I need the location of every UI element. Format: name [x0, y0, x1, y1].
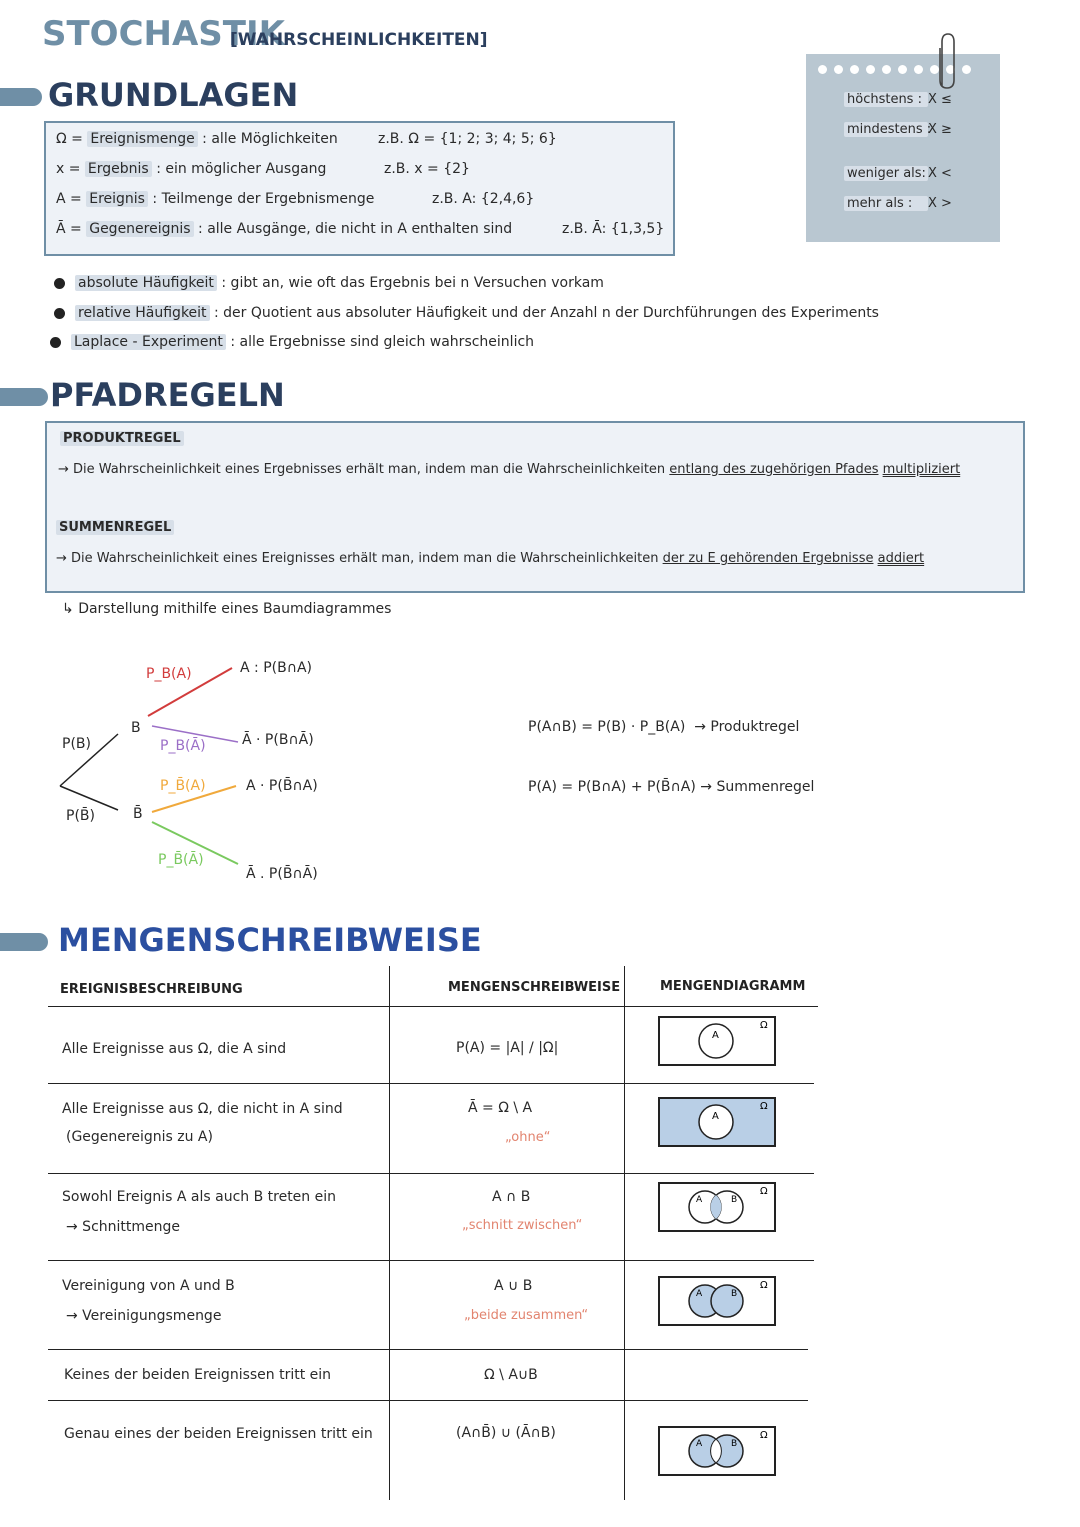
venn-label-a: A: [696, 1439, 703, 1449]
definition-example: z.B. Ω = {1; 2; 3; 4; 5; 6}: [378, 131, 557, 147]
summenregel-title: SUMMENREGEL: [56, 520, 174, 535]
bullet-item: relative Häufigkeit : der Quotient aus absoluter Häufigkeit und der Anzahl n der Durchführungen des Experiments: [54, 305, 879, 321]
venn-label-b: B: [731, 1439, 738, 1449]
row-description-2: → Schnittmenge: [66, 1219, 181, 1235]
venn-label-omega: Ω: [760, 1430, 768, 1441]
table-rule: [48, 1006, 818, 1007]
paperclip-icon: [932, 30, 962, 94]
formula-summe: P(A) = P(B∩A) + P(B̄∩A) → Summenregel: [528, 779, 815, 795]
venn-label-a: A: [712, 1030, 719, 1041]
venn-label-omega: Ω: [760, 1280, 768, 1291]
row-description-2: (Gegenereignis zu A): [66, 1129, 213, 1145]
venn-label-a: A: [712, 1111, 719, 1122]
bullet-dot: [50, 337, 61, 348]
venn-label-omega: Ω: [760, 1020, 768, 1031]
venn-label-b: B: [731, 1195, 738, 1205]
tree-prob-label: P_B(Ā): [160, 738, 206, 754]
table-rule: [48, 1260, 814, 1261]
definition-example: z.B. Ā: {1,3,5}: [562, 221, 665, 237]
darstellung-note: ↳ Darstellung mithilfe eines Baumdiagrammes: [62, 601, 392, 617]
branch-bbar: [60, 786, 118, 810]
row-note: „schnitt zwischen“: [462, 1218, 583, 1233]
bullet-item: Laplace - Experiment : alle Ergebnisse sind gleich wahrscheinlich: [50, 334, 534, 350]
definition-row: x = Ergebnis : ein möglicher Ausgang: [56, 161, 327, 177]
tree-prob-label: P_B̄(Ā): [158, 852, 204, 868]
column-header: MENGENSCHREIBWEISE: [448, 980, 621, 995]
definition-example: z.B. x = {2}: [384, 161, 470, 177]
formula-produkt: P(A∩B) = P(B) · P_B(A) → Produktregel: [528, 719, 800, 735]
venn-label-omega: Ω: [760, 1186, 768, 1197]
row-formula: Ω \ A∪B: [484, 1367, 538, 1383]
venn-label-a: A: [696, 1195, 703, 1205]
tree-prob-label: P_B(A): [146, 666, 192, 682]
row-description: Sowohl Ereignis A als auch B treten ein: [62, 1189, 336, 1205]
section-marker: [0, 933, 48, 951]
venn-diagram-exclusive: [658, 1426, 778, 1478]
table-rule: [389, 966, 390, 1500]
venn-diagram-union: [658, 1276, 778, 1328]
produktregel-title: PRODUKTREGEL: [60, 431, 184, 446]
table-rule: [48, 1083, 814, 1084]
row-note: „ohne“: [505, 1130, 551, 1145]
table-rule: [48, 1400, 808, 1401]
bullet-item: absolute Häufigkeit : gibt an, wie oft das Ergebnis bei n Versuchen vorkam: [54, 275, 604, 291]
venn-label-a: A: [696, 1289, 703, 1299]
row-formula: Ā = Ω \ A: [468, 1100, 533, 1116]
tree-leaf: Ā · P(B∩Ā): [242, 732, 314, 748]
venn-diagram-complement: [658, 1097, 778, 1149]
row-description: Vereinigung von A und B: [62, 1278, 235, 1294]
row-description: Alle Ereignisse aus Ω, die A sind: [62, 1041, 287, 1057]
row-description: Alle Ereignisse aus Ω, die nicht in A sind: [62, 1101, 343, 1117]
produktregel-text: → Die Wahrscheinlichkeit eines Ergebnisses erhält man, indem man die Wahrscheinlichkeiten entlang des zugehörigen Pfades multipliziert: [58, 462, 961, 477]
note-row-weniger: weniger als: X <: [844, 166, 952, 181]
definition-example: z.B. A: {2,4,6}: [432, 191, 535, 207]
section-heading-grundlagen: GRUNDLAGEN: [48, 76, 299, 114]
tree-node: B: [131, 720, 141, 736]
tree-label: P(B̄): [66, 808, 95, 824]
table-rule: [48, 1173, 814, 1174]
definition-row: A = Ereignis : Teilmenge der Ergebnismenge: [56, 191, 375, 207]
bullet-dot: [54, 278, 65, 289]
table-rule: [624, 966, 625, 1500]
venn-diagram-intersection: [658, 1182, 778, 1234]
tree-leaf: A : P(B∩A): [240, 660, 312, 676]
tree-label: P(B): [62, 736, 91, 752]
tree-prob-label: P_B̄(A): [160, 778, 206, 794]
note-row-mehr: mehr als : X >: [844, 196, 952, 211]
column-header: MENGENDIAGRAMM: [660, 979, 806, 994]
section-marker: [0, 88, 42, 106]
venn-label-omega: Ω: [760, 1101, 768, 1112]
section-marker: [0, 388, 48, 406]
rules-box: [45, 421, 1025, 593]
venn-label-b: B: [731, 1289, 738, 1299]
tree-node: B̄: [133, 806, 143, 822]
row-description: Keines der beiden Ereignissen tritt ein: [64, 1367, 332, 1383]
definition-row: Ā = Gegenereignis : alle Ausgänge, die nicht in A enthalten sind: [56, 221, 513, 237]
row-description: Genau eines der beiden Ereignissen tritt ein: [64, 1426, 373, 1442]
note-row-hoechstens: höchstens : X ≤: [844, 92, 952, 107]
row-formula: A ∪ B: [494, 1278, 533, 1294]
tree-leaf: Ā . P(B̄∩Ā): [246, 866, 318, 882]
column-header: EREIGNISBESCHREIBUNG: [60, 982, 243, 997]
tree-leaf: A · P(B̄∩A): [246, 778, 318, 794]
row-note: „beide zusammen“: [464, 1308, 589, 1323]
venn-diagram-a: [658, 1016, 778, 1068]
page-subtitle: [WAHRSCHEINLICHKEITEN]: [230, 30, 488, 50]
sticky-note: [806, 54, 1000, 242]
note-row-mindestens: mindestens :X ≥: [844, 122, 952, 137]
summenregel-text: → Die Wahrscheinlichkeit eines Ereignisses erhält man, indem man die Wahrscheinlichkeiten der zu E gehörenden Ergebnisse addiert: [56, 551, 925, 566]
bullet-dot: [54, 308, 65, 319]
table-rule: [48, 1349, 808, 1350]
row-formula: A ∩ B: [492, 1189, 531, 1205]
section-heading-pfadregeln: PFADREGELN: [50, 376, 285, 414]
row-formula: (A∩B̄) ∪ (Ā∩B): [456, 1425, 556, 1441]
section-heading-mengen: MENGENSCHREIBWEISE: [58, 921, 482, 959]
row-description-2: → Vereinigungsmenge: [66, 1308, 222, 1324]
row-formula: P(A) = |A| / |Ω|: [456, 1040, 559, 1056]
definition-row: Ω = Ereignismenge : alle Möglichkeiten: [56, 131, 338, 147]
page-title: STOCHASTIK: [42, 14, 285, 54]
